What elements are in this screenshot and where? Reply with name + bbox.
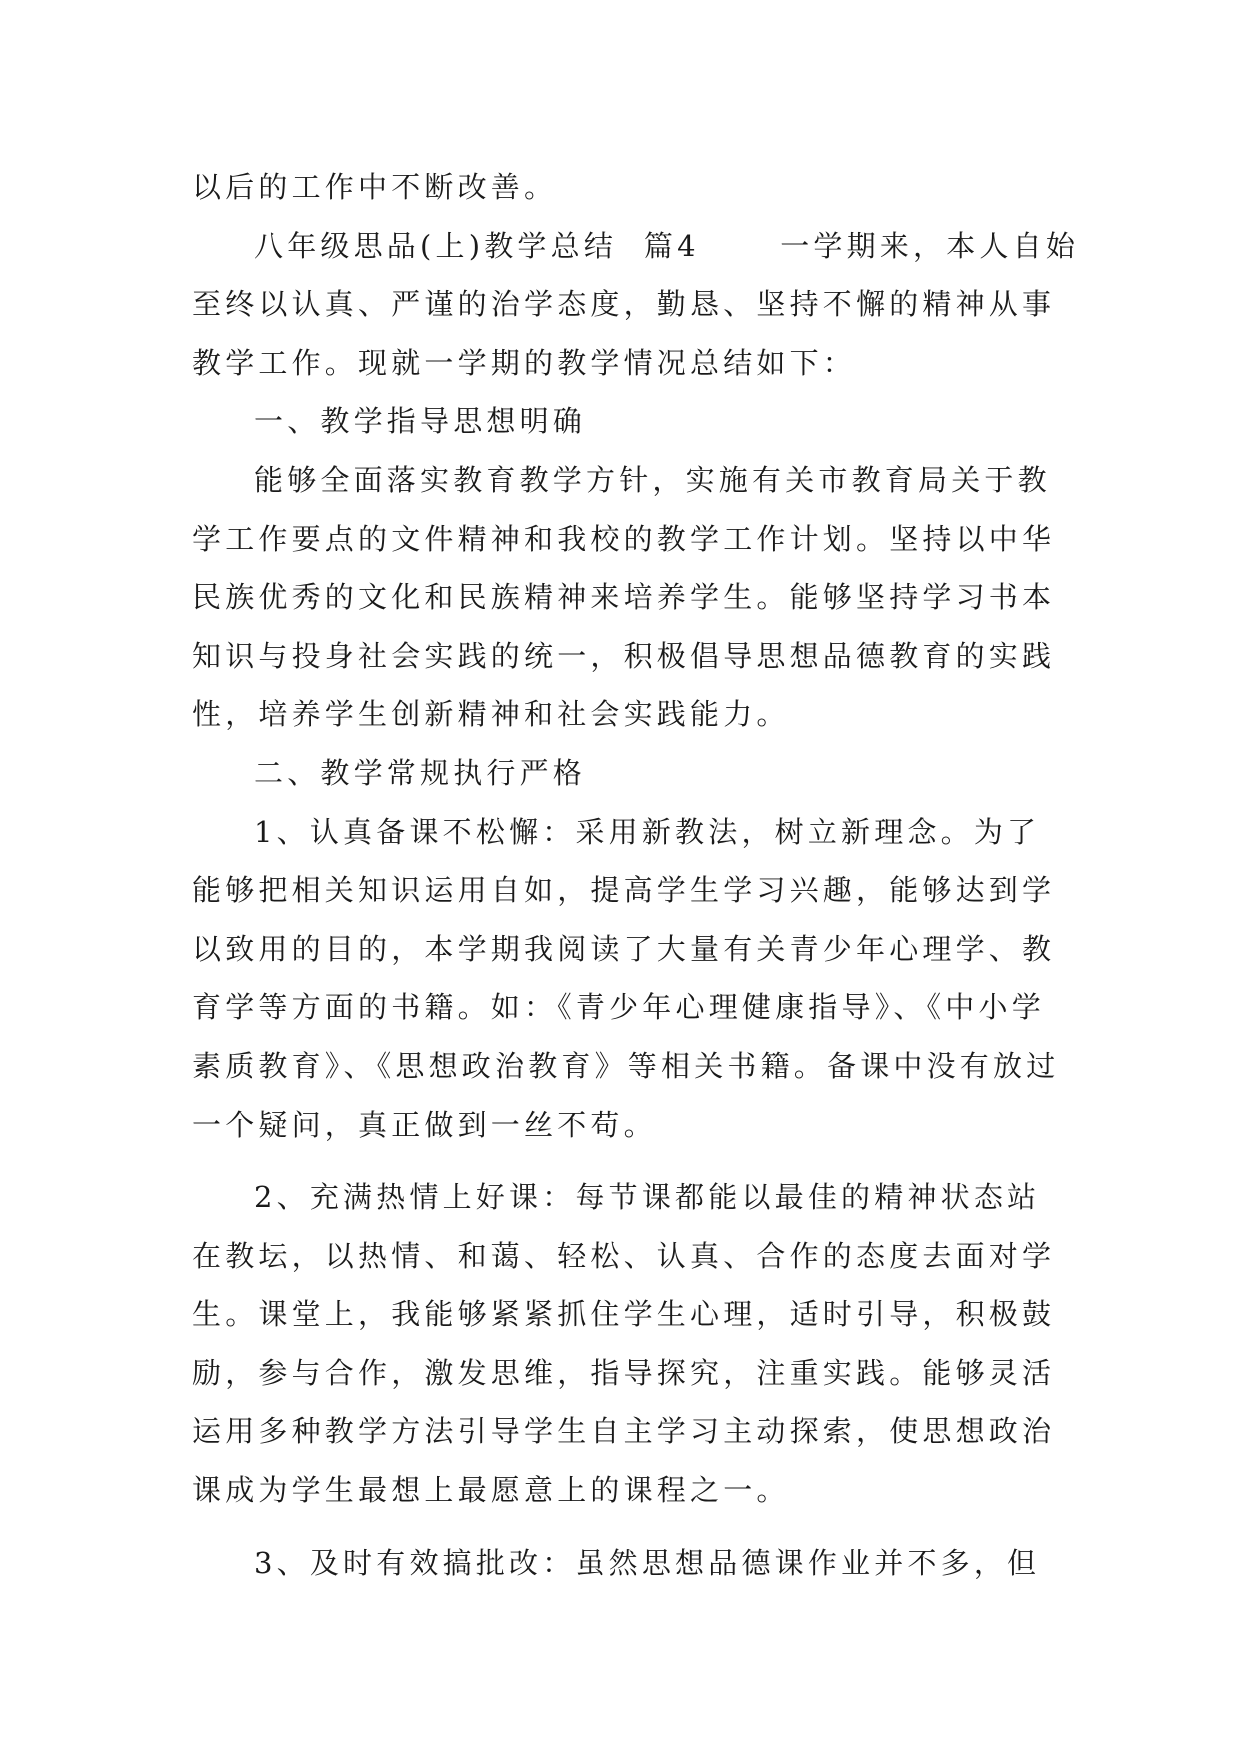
text-line: 育学等方面的书籍。如：《青少年心理健康指导》、《中小学	[192, 990, 1045, 1025]
text-line: 学工作要点的文件精神和我校的教学工作计划。坚持以中华	[192, 521, 1056, 556]
text-line: 能够把相关知识运用自如，提高学生学习兴趣，能够达到学	[192, 873, 1056, 908]
text-line: 能够全面落实教育教学方针，实施有关市教育局关于教	[254, 462, 1051, 497]
text-line: 运用多种教学方法引导学生自主学习主动探索，使思想政治	[192, 1414, 1056, 1449]
heading-line: 二、教学常规执行严格	[254, 755, 587, 790]
section-title-line: 八年级思品(上)教学总结 篇4 一学期来，本人自始	[254, 228, 1080, 263]
heading-line: 一、教学指导思想明确	[254, 404, 587, 439]
text-line: 励，参与合作，激发思维，指导探究，注重实践。能够灵活	[192, 1355, 1056, 1390]
text-line: 2、充满热情上好课：每节课都能以最佳的精神状态站	[254, 1180, 1041, 1215]
text-line: 3、及时有效搞批改：虽然思想品德课作业并不多，但	[254, 1545, 1041, 1580]
text-line: 生。课堂上，我能够紧紧抓住学生心理，适时引导，积极鼓	[192, 1297, 1056, 1332]
text-line: 在教坛，以热情、和蔼、轻松、认真、合作的态度去面对学	[192, 1238, 1056, 1273]
document-body	[192, 158, 1080, 1592]
text-line: 教学工作。现就一学期的教学情况总结如下：	[192, 345, 857, 380]
text-line: 知识与投身社会实践的统一，积极倡导思想品德教育的实践	[192, 638, 1056, 673]
text-line: 素质教育》、《思想政治教育》等相关书籍。备课中没有放过	[192, 1048, 1060, 1083]
text-line: 至终以认真、严谨的治学态度，勤恳、坚持不懈的精神从事	[192, 287, 1056, 322]
text-line: 以后的工作中不断改善。	[192, 170, 558, 204]
text-line: 一个疑问，真正做到一丝不苟。	[192, 1107, 657, 1142]
text-line: 民族优秀的文化和民族精神来培养学生。能够坚持学习书本	[192, 580, 1056, 615]
text-line: 以致用的目的，本学期我阅读了大量有关青少年心理学、教	[192, 931, 1056, 966]
text-line: 性，培养学生创新精神和社会实践能力。	[192, 697, 790, 732]
text-line: 1、认真备课不松懈：采用新教法，树立新理念。为了	[254, 814, 1041, 849]
text-line: 课成为学生最想上最愿意上的课程之一。	[192, 1473, 790, 1508]
